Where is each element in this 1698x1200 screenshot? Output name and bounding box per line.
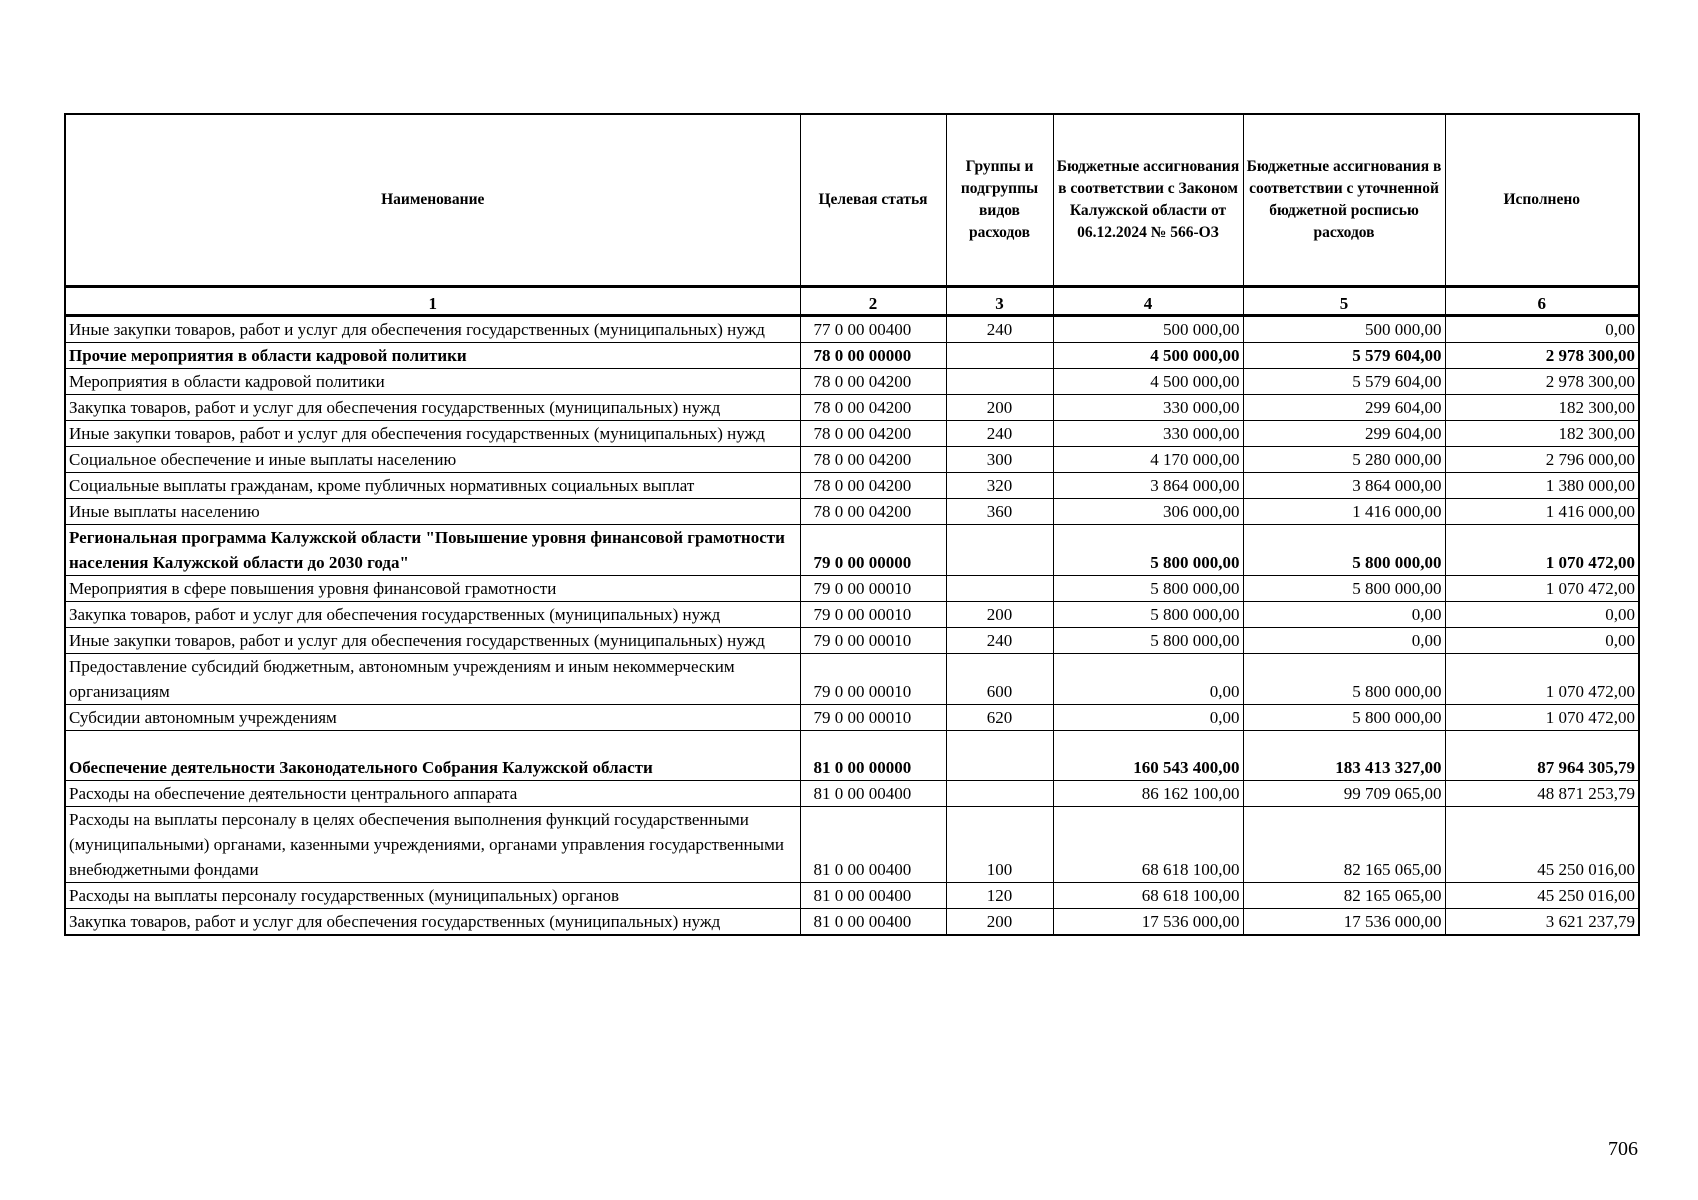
row-name: Социальные выплаты гражданам, кроме публичных нормативных социальных выплат	[65, 473, 800, 499]
row-refined-allocation: 299 604,00	[1243, 395, 1445, 421]
row-refined-allocation: 82 165 065,00	[1243, 807, 1445, 883]
row-executed: 48 871 253,79	[1445, 781, 1639, 807]
row-executed: 2 978 300,00	[1445, 343, 1639, 369]
table-row	[65, 316, 1639, 343]
table-row	[65, 883, 1639, 909]
row-refined-allocation: 500 000,00	[1243, 316, 1445, 343]
row-executed: 1 070 472,00	[1445, 525, 1639, 576]
row-refined-allocation: 5 800 000,00	[1243, 654, 1445, 705]
row-expense-group: 320	[946, 473, 1053, 499]
row-executed: 1 416 000,00	[1445, 499, 1639, 525]
row-name: Предоставление субсидий бюджетным, автономным учреждениям и иным некоммерческим организациям	[65, 654, 800, 705]
row-expense-group: 240	[946, 628, 1053, 654]
row-expense-group: 200	[946, 395, 1053, 421]
row-refined-allocation: 5 579 604,00	[1243, 343, 1445, 369]
header-name: Наименование	[65, 114, 800, 287]
row-name: Субсидии автономным учреждениям	[65, 705, 800, 731]
column-number: 2	[800, 287, 946, 316]
row-expense-group: 300	[946, 447, 1053, 473]
row-law-allocation: 5 800 000,00	[1053, 628, 1243, 654]
row-target-article: 79 0 00 00010	[800, 628, 946, 654]
row-name: Закупка товаров, работ и услуг для обеспечения государственных (муниципальных) нужд	[65, 909, 800, 936]
row-law-allocation: 4 170 000,00	[1053, 447, 1243, 473]
column-number-row	[65, 287, 1639, 316]
table-row	[65, 807, 1639, 883]
row-executed: 0,00	[1445, 316, 1639, 343]
row-law-allocation: 160 543 400,00	[1053, 731, 1243, 781]
row-expense-group	[946, 731, 1053, 781]
row-law-allocation: 0,00	[1053, 705, 1243, 731]
row-target-article: 78 0 00 04200	[800, 499, 946, 525]
row-name: Обеспечение деятельности Законодательного Собрания Калужской области	[65, 731, 800, 781]
table-row	[65, 909, 1639, 936]
row-target-article: 78 0 00 04200	[800, 473, 946, 499]
row-target-article: 79 0 00 00010	[800, 576, 946, 602]
row-executed: 1 070 472,00	[1445, 576, 1639, 602]
column-number: 4	[1053, 287, 1243, 316]
table-row	[65, 473, 1639, 499]
row-name: Расходы на обеспечение деятельности центрального аппарата	[65, 781, 800, 807]
row-executed: 45 250 016,00	[1445, 883, 1639, 909]
column-number: 5	[1243, 287, 1445, 316]
page-number: 706	[1608, 1138, 1638, 1160]
row-target-article: 81 0 00 00400	[800, 883, 946, 909]
row-executed: 2 978 300,00	[1445, 369, 1639, 395]
column-number: 6	[1445, 287, 1639, 316]
row-name: Мероприятия в сфере повышения уровня финансовой грамотности	[65, 576, 800, 602]
row-refined-allocation: 1 416 000,00	[1243, 499, 1445, 525]
row-law-allocation: 330 000,00	[1053, 395, 1243, 421]
table-row	[65, 602, 1639, 628]
table-row	[65, 705, 1639, 731]
row-refined-allocation: 3 864 000,00	[1243, 473, 1445, 499]
row-law-allocation: 4 500 000,00	[1053, 369, 1243, 395]
row-target-article: 79 0 00 00010	[800, 705, 946, 731]
row-law-allocation: 500 000,00	[1053, 316, 1243, 343]
table-row	[65, 447, 1639, 473]
row-target-article: 78 0 00 04200	[800, 395, 946, 421]
table-row	[65, 628, 1639, 654]
row-name: Иные закупки товаров, работ и услуг для обеспечения государственных (муниципальных) нужд	[65, 421, 800, 447]
row-executed: 182 300,00	[1445, 395, 1639, 421]
header-target-article: Целевая статья	[800, 114, 946, 287]
row-name: Иные закупки товаров, работ и услуг для обеспечения государственных (муниципальных) нужд	[65, 628, 800, 654]
row-executed: 0,00	[1445, 628, 1639, 654]
row-target-article: 81 0 00 00000	[800, 731, 946, 781]
row-law-allocation: 68 618 100,00	[1053, 807, 1243, 883]
row-law-allocation: 5 800 000,00	[1053, 576, 1243, 602]
row-refined-allocation: 17 536 000,00	[1243, 909, 1445, 936]
header-row	[65, 114, 1639, 287]
table-row	[65, 781, 1639, 807]
row-name: Региональная программа Калужской области "Повышение уровня финансовой грамотности населения Калужской области до 2030 года"	[65, 525, 800, 576]
row-expense-group: 240	[946, 316, 1053, 343]
row-target-article: 81 0 00 00400	[800, 807, 946, 883]
column-number: 3	[946, 287, 1053, 316]
table-row	[65, 421, 1639, 447]
row-law-allocation: 4 500 000,00	[1053, 343, 1243, 369]
row-law-allocation: 17 536 000,00	[1053, 909, 1243, 936]
table-body	[65, 316, 1639, 936]
row-executed: 87 964 305,79	[1445, 731, 1639, 781]
row-target-article: 78 0 00 04200	[800, 369, 946, 395]
row-name: Иные закупки товаров, работ и услуг для обеспечения государственных (муниципальных) нужд	[65, 316, 800, 343]
row-refined-allocation: 5 579 604,00	[1243, 369, 1445, 395]
row-executed: 1 070 472,00	[1445, 705, 1639, 731]
table-row	[65, 369, 1639, 395]
row-target-article: 78 0 00 04200	[800, 421, 946, 447]
row-name: Мероприятия в области кадровой политики	[65, 369, 800, 395]
row-expense-group	[946, 576, 1053, 602]
row-target-article: 79 0 00 00000	[800, 525, 946, 576]
row-executed: 2 796 000,00	[1445, 447, 1639, 473]
row-executed: 0,00	[1445, 602, 1639, 628]
row-name: Расходы на выплаты персоналу в целях обеспечения выполнения функций государственными (муниципальными) органами, казенными учреждениями, органами управления государственными внебюджетными фондами	[65, 807, 800, 883]
budget-execution-table	[64, 113, 1640, 936]
row-refined-allocation: 0,00	[1243, 602, 1445, 628]
table-row	[65, 395, 1639, 421]
header-refined-allocations: Бюджетные ассигнования в соответствии с уточненной бюджетной росписью расходов	[1243, 114, 1445, 287]
row-executed: 45 250 016,00	[1445, 807, 1639, 883]
header-expense-groups: Группы и подгруппы видов расходов	[946, 114, 1053, 287]
row-expense-group: 240	[946, 421, 1053, 447]
table-row	[65, 343, 1639, 369]
row-name: Прочие мероприятия в области кадровой политики	[65, 343, 800, 369]
row-expense-group	[946, 369, 1053, 395]
row-refined-allocation: 0,00	[1243, 628, 1445, 654]
row-executed: 1 070 472,00	[1445, 654, 1639, 705]
row-target-article: 81 0 00 00400	[800, 909, 946, 936]
row-name: Расходы на выплаты персоналу государственных (муниципальных) органов	[65, 883, 800, 909]
row-target-article: 79 0 00 00010	[800, 654, 946, 705]
row-name: Социальное обеспечение и иные выплаты населению	[65, 447, 800, 473]
row-refined-allocation: 99 709 065,00	[1243, 781, 1445, 807]
row-target-article: 77 0 00 00400	[800, 316, 946, 343]
row-target-article: 78 0 00 00000	[800, 343, 946, 369]
row-law-allocation: 86 162 100,00	[1053, 781, 1243, 807]
row-law-allocation: 68 618 100,00	[1053, 883, 1243, 909]
row-expense-group: 200	[946, 602, 1053, 628]
row-expense-group	[946, 343, 1053, 369]
table-row	[65, 525, 1639, 576]
row-target-article: 78 0 00 04200	[800, 447, 946, 473]
row-expense-group	[946, 781, 1053, 807]
row-refined-allocation: 299 604,00	[1243, 421, 1445, 447]
table-row	[65, 576, 1639, 602]
row-law-allocation: 306 000,00	[1053, 499, 1243, 525]
row-refined-allocation: 5 280 000,00	[1243, 447, 1445, 473]
row-refined-allocation: 5 800 000,00	[1243, 705, 1445, 731]
row-expense-group: 120	[946, 883, 1053, 909]
row-refined-allocation: 82 165 065,00	[1243, 883, 1445, 909]
row-expense-group: 200	[946, 909, 1053, 936]
row-executed: 3 621 237,79	[1445, 909, 1639, 936]
row-law-allocation: 5 800 000,00	[1053, 602, 1243, 628]
table-row	[65, 731, 1639, 781]
row-refined-allocation: 183 413 327,00	[1243, 731, 1445, 781]
row-law-allocation: 0,00	[1053, 654, 1243, 705]
row-target-article: 81 0 00 00400	[800, 781, 946, 807]
row-name: Закупка товаров, работ и услуг для обеспечения государственных (муниципальных) нужд	[65, 395, 800, 421]
header-law-allocations: Бюджетные ассигнования в соответствии с Законом Калужской области от 06.12.2024 № 566-ОЗ	[1053, 114, 1243, 287]
row-expense-group: 620	[946, 705, 1053, 731]
row-law-allocation: 5 800 000,00	[1053, 525, 1243, 576]
row-expense-group	[946, 525, 1053, 576]
row-expense-group: 360	[946, 499, 1053, 525]
row-law-allocation: 3 864 000,00	[1053, 473, 1243, 499]
column-number: 1	[65, 287, 800, 316]
row-target-article: 79 0 00 00010	[800, 602, 946, 628]
table-row	[65, 654, 1639, 705]
row-executed: 182 300,00	[1445, 421, 1639, 447]
row-expense-group: 600	[946, 654, 1053, 705]
row-name: Иные выплаты населению	[65, 499, 800, 525]
row-name: Закупка товаров, работ и услуг для обеспечения государственных (муниципальных) нужд	[65, 602, 800, 628]
row-refined-allocation: 5 800 000,00	[1243, 576, 1445, 602]
header-executed: Исполнено	[1445, 114, 1639, 287]
row-refined-allocation: 5 800 000,00	[1243, 525, 1445, 576]
row-law-allocation: 330 000,00	[1053, 421, 1243, 447]
table-row	[65, 499, 1639, 525]
row-executed: 1 380 000,00	[1445, 473, 1639, 499]
row-expense-group: 100	[946, 807, 1053, 883]
